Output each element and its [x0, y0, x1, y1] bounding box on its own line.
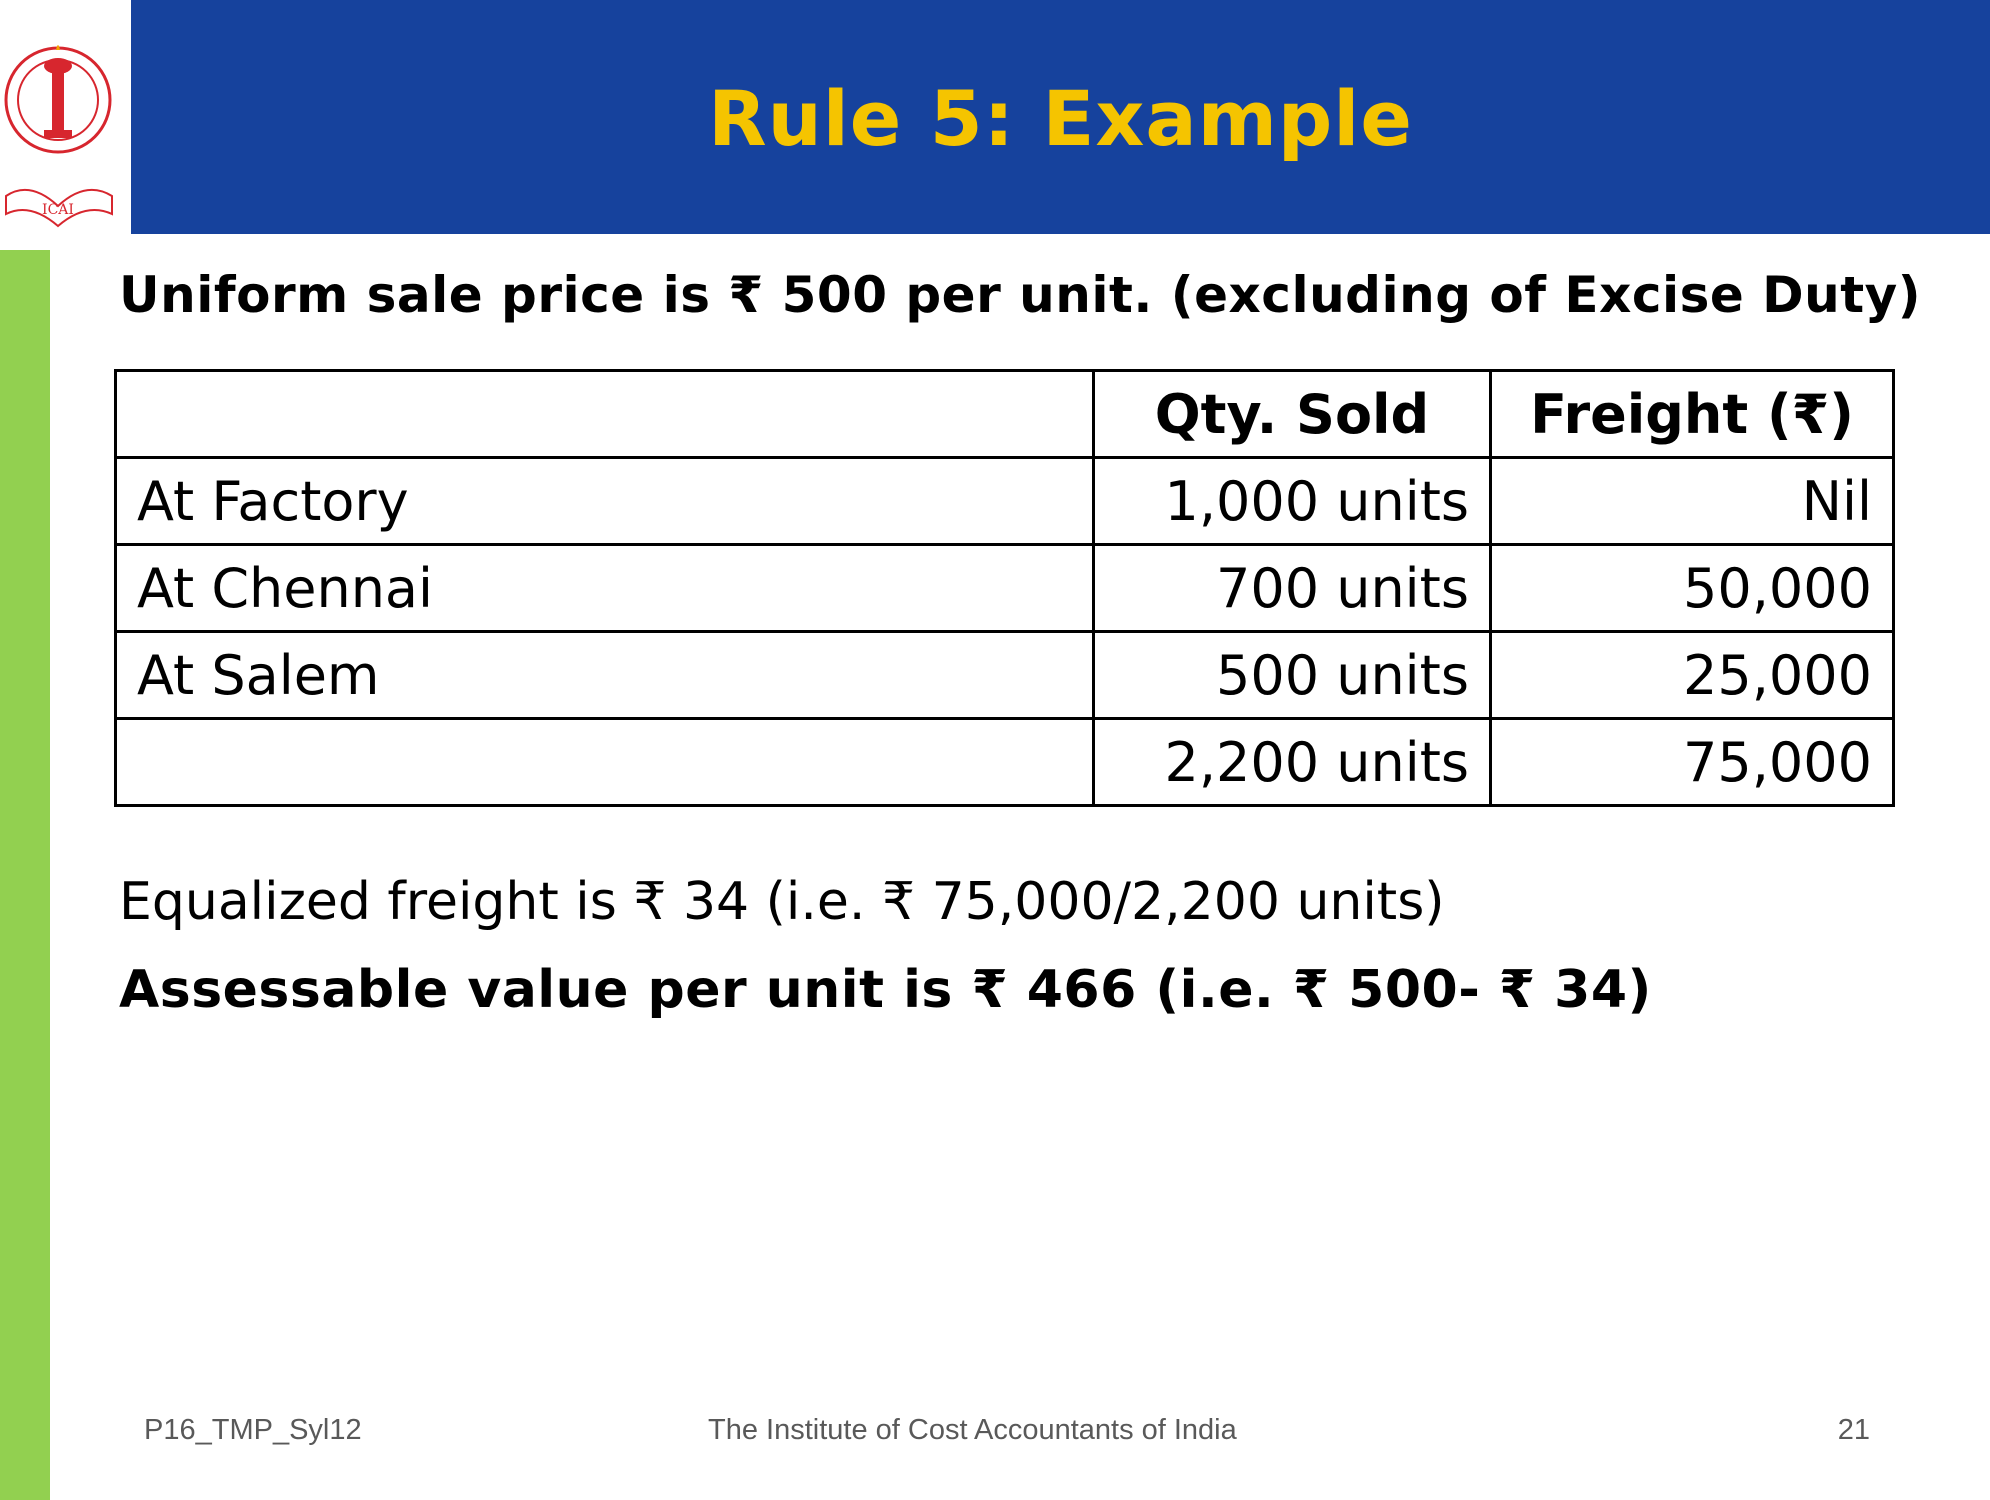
table-header-row: [116, 371, 1894, 458]
table-row: [116, 545, 1894, 632]
row-qty: 500 units: [1094, 632, 1491, 719]
row-freight: 25,000: [1491, 632, 1894, 719]
institute-seal-icon: [0, 0, 131, 234]
equalized-freight-line: Equalized freight is ₹ 34 (i.e. ₹ 75,000/2,200 units): [119, 872, 1445, 932]
header-cell-qty-sold: Qty. Sold: [1094, 371, 1491, 458]
assessable-value-line: Assessable value per unit is ₹ 466 (i.e. ₹ 500- ₹ 34): [119, 960, 1652, 1020]
freight-table: [114, 369, 1895, 807]
title-bar: [131, 0, 1990, 234]
row-location: At Salem: [116, 632, 1094, 719]
row-qty: 1,000 units: [1094, 458, 1491, 545]
total-qty: 2,200 units: [1094, 719, 1491, 806]
svg-text:ICAI: ICAI: [42, 202, 74, 218]
row-qty: 700 units: [1094, 545, 1491, 632]
row-freight: Nil: [1491, 458, 1894, 545]
row-freight: 50,000: [1491, 545, 1894, 632]
footer-course-code: P16_TMP_Syl12: [144, 1414, 362, 1446]
total-freight: 75,000: [1491, 719, 1894, 806]
header-cell-blank: [116, 371, 1094, 458]
table-row: [116, 632, 1894, 719]
side-accent-stripe: [0, 250, 50, 1500]
table-total-row: [116, 719, 1894, 806]
intro-statement: Uniform sale price is ₹ 500 per unit. (excluding of Excise Duty): [119, 266, 1922, 324]
total-label-blank: [116, 719, 1094, 806]
footer-page-number: 21: [1837, 1414, 1870, 1446]
slide-title: Rule 5: Example: [708, 73, 1413, 163]
institute-logo: [0, 0, 131, 234]
header-cell-freight: Freight (₹): [1491, 371, 1894, 458]
table-row: [116, 458, 1894, 545]
footer-institute-name: The Institute of Cost Accountants of India: [708, 1414, 1237, 1446]
row-location: At Factory: [116, 458, 1094, 545]
row-location: At Chennai: [116, 545, 1094, 632]
